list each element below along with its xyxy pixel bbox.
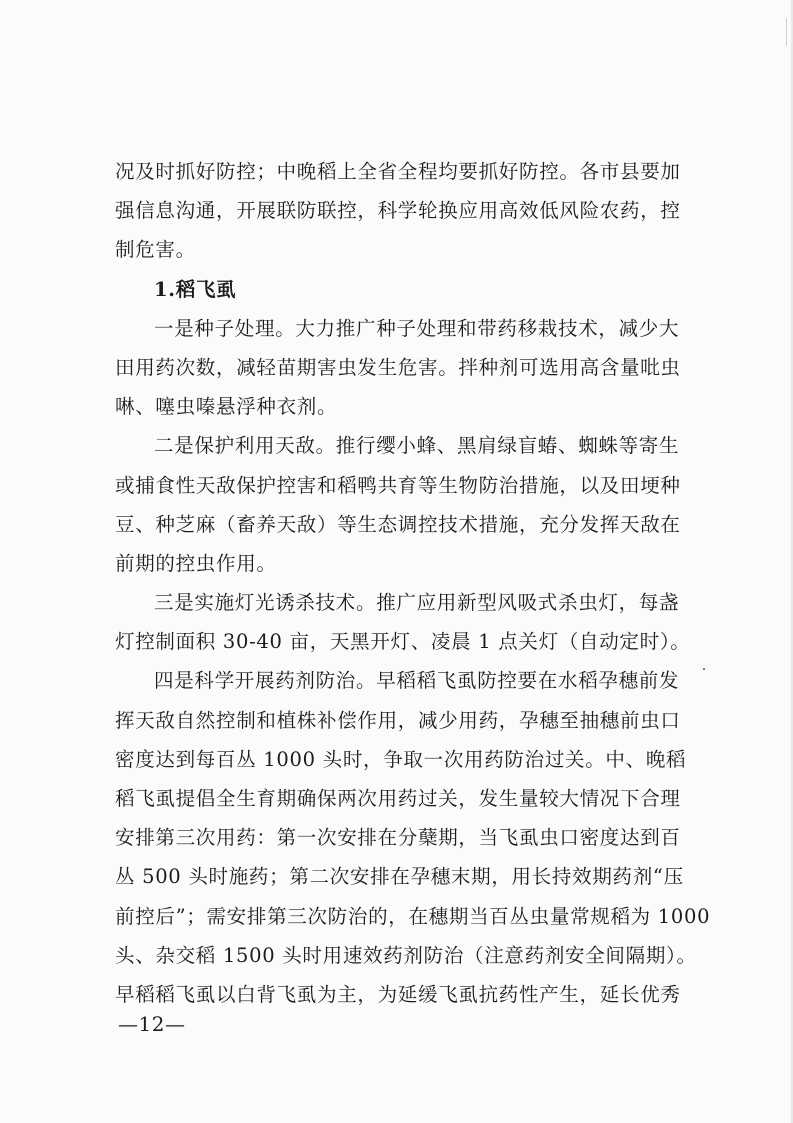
text-line: 前期的控虫作用。: [115, 551, 277, 575]
page-number: —12—: [118, 1012, 186, 1036]
text-line: 豆、种芝麻（畜养天敌）等生态调控技术措施，充分发挥天敌在: [115, 512, 681, 536]
text-line: 丛 500 头时施药；第二次安排在孕穗末期，用长持效期药剂“压: [115, 865, 684, 889]
text-line: 头、杂交稻 1500 头时用速效药剂防治（注意药剂安全间隔期）。: [115, 943, 697, 967]
text-line: 啉、噻虫嗪悬浮种衣剂。: [115, 395, 338, 419]
text-line: 况及时抓好防控；中晚稻上全省全程均要抓好防控。各市县要加: [115, 160, 681, 183]
document-body: [115, 152, 711, 1014]
paragraph-start-line: 三是实施灯光诱杀技术。推广应用新型风吸式杀虫灯，每盏: [154, 591, 680, 615]
text-line: 稻飞虱提倡全生育期确保两次用药过关，发生量较大情况下合理: [115, 787, 681, 810]
section-heading: 1.稻飞虱: [154, 277, 237, 301]
text-line: 挥天敌自然控制和植株补偿作用，减少用药，孕穗至抽穗前虫口: [115, 708, 681, 732]
text-line: 密度达到每百丛 1000 头时，争取一次用药防治过关。中、晚稻: [115, 747, 687, 771]
scan-artifact-mark: [786, 18, 787, 46]
paragraph-start-line: 四是科学开展药剂防治。早稻稻飞虱防控要在水稻孕穗前发: [154, 669, 680, 693]
text-line: 前控后”；需安排第三次防治的，在穗期当百丛虫量常规稻为 1000: [115, 904, 711, 928]
text-line: 或捕食性天敌保护控害和稻鸭共育等生物防治措施，以及田埂种: [115, 473, 681, 497]
text-line: 灯控制面积 30-40 亩，天黑开灯、凌晨 1 点关灯（自动定时）。: [115, 630, 691, 654]
paragraph-start-line: 二是保护利用天敌。推行缨小蜂、黑肩绿盲蝽、蜘蛛等寄生: [154, 434, 680, 458]
paragraph-start-line: 一是种子处理。大力推广种子处理和带药移栽技术，减少大: [154, 316, 680, 340]
text-line: 制危害。: [115, 238, 196, 262]
text-line: 强信息沟通，开展联防联控，科学轮换应用高效低风险农药，控: [115, 199, 681, 223]
text-line: 安排第三次用药：第一次安排在分蘖期，当飞虱虫口密度达到百: [115, 826, 681, 850]
text-line: 田用药次数，减轻苗期害虫发生危害。拌种剂可选用高含量吡虫: [115, 355, 681, 379]
text-line: 早稻稻飞虱以白背飞虱为主，为延缓飞虱抗药性产生，延长优秀: [115, 982, 681, 1006]
